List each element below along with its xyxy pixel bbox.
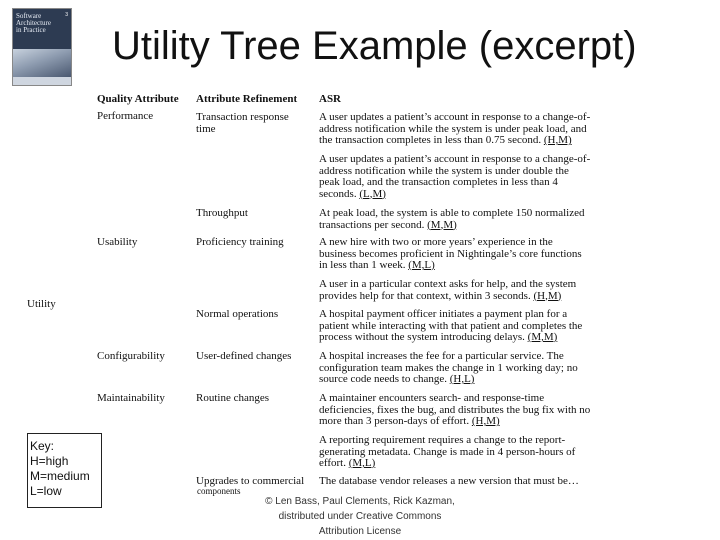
quality-attribute-maintainability: Maintainability — [97, 392, 165, 404]
asr-item: A hospital increases the fee for a particular service. The configuration team makes the change in 1 working day; no source code needs to change. (H,L) — [319, 350, 578, 385]
asr-item: The database vendor releases a new version that must be… — [319, 475, 579, 487]
header-quality-attribute: Quality Attribute — [97, 93, 179, 105]
refinement-transaction-response-time: Transaction response time — [196, 111, 289, 135]
utility-root-label: Utility — [27, 298, 56, 310]
asr-item: A user in a particular context asks for help, and the system provides help for that context, within 3 seconds. (H,M) — [319, 278, 577, 302]
refinement-throughput: Throughput — [196, 207, 248, 219]
asr-item: A reporting requirement requires a change to the report-generating metadata. Change is made in 4 person-hours of effort. (M,L) — [319, 434, 576, 469]
key-title: Key: — [30, 439, 55, 453]
refinement-proficiency-training: Proficiency training — [196, 236, 284, 248]
book-cover-edition: 3 — [65, 12, 68, 18]
quality-attribute-performance: Performance — [97, 110, 154, 122]
header-attribute-refinement: Attribute Refinement — [196, 93, 298, 105]
header-asr: ASR — [319, 93, 342, 105]
copyright-notice — [240, 494, 480, 539]
key-item-high: H=high — [30, 454, 69, 468]
asr-item: A maintainer encounters search- and response-time deficiencies, fixes the bug, and distributes the bug fix with no more than 3 person-days of effort. (H,M) — [319, 392, 591, 427]
asr-item: A user updates a patient’s account in response to a change-of-address notification while the system is under double the peak load, and the transaction completes in less than 4 seconds. (L,M) — [319, 153, 591, 200]
book-cover-band — [13, 77, 71, 85]
asr-item: At peak load, the system is able to complete 150 normalized transactions per second. (M,M) — [319, 207, 585, 231]
refinement-routine-changes: Routine changes — [196, 392, 270, 404]
copyright-line: Attribution License — [318, 526, 402, 537]
copyright-line: distributed under Creative Commons — [278, 511, 442, 522]
book-cover-title: Software Architecture in Practice — [16, 12, 51, 34]
book-cover-photo — [13, 49, 71, 77]
quality-attribute-configurability: Configurability — [97, 350, 165, 362]
slide-title: Utility Tree Example (excerpt) — [112, 24, 637, 68]
key-legend-box — [27, 433, 102, 508]
copyright-line: © Len Bass, Paul Clements, Rick Kazman, — [265, 496, 455, 507]
asr-item: A new hire with two or more years’ experience in the business becomes proficient in Nightingale’s core functions in less than 1 week. (M,L) — [319, 236, 582, 271]
key-item-medium: M=medium — [30, 469, 90, 483]
refinement-normal-operations: Normal operations — [196, 308, 279, 320]
refinement-overflow-text: components — [197, 486, 241, 496]
quality-attribute-usability: Usability — [97, 236, 138, 248]
refinement-upgrades-to-commercial: Upgrades to commercial — [196, 475, 305, 487]
asr-item: A user updates a patient’s account in response to a change-of-address notification while the system is under peak load, and the transaction completes in less than 0.75 second. (H,M) — [319, 111, 591, 146]
book-cover-image — [12, 8, 72, 86]
asr-item: A hospital payment officer initiates a payment plan for a patient while interacting with that patient and completes the process without the system introducing delays. (M,M) — [319, 308, 583, 343]
key-item-low: L=low — [30, 484, 62, 498]
refinement-user-defined-changes: User-defined changes — [196, 350, 292, 362]
